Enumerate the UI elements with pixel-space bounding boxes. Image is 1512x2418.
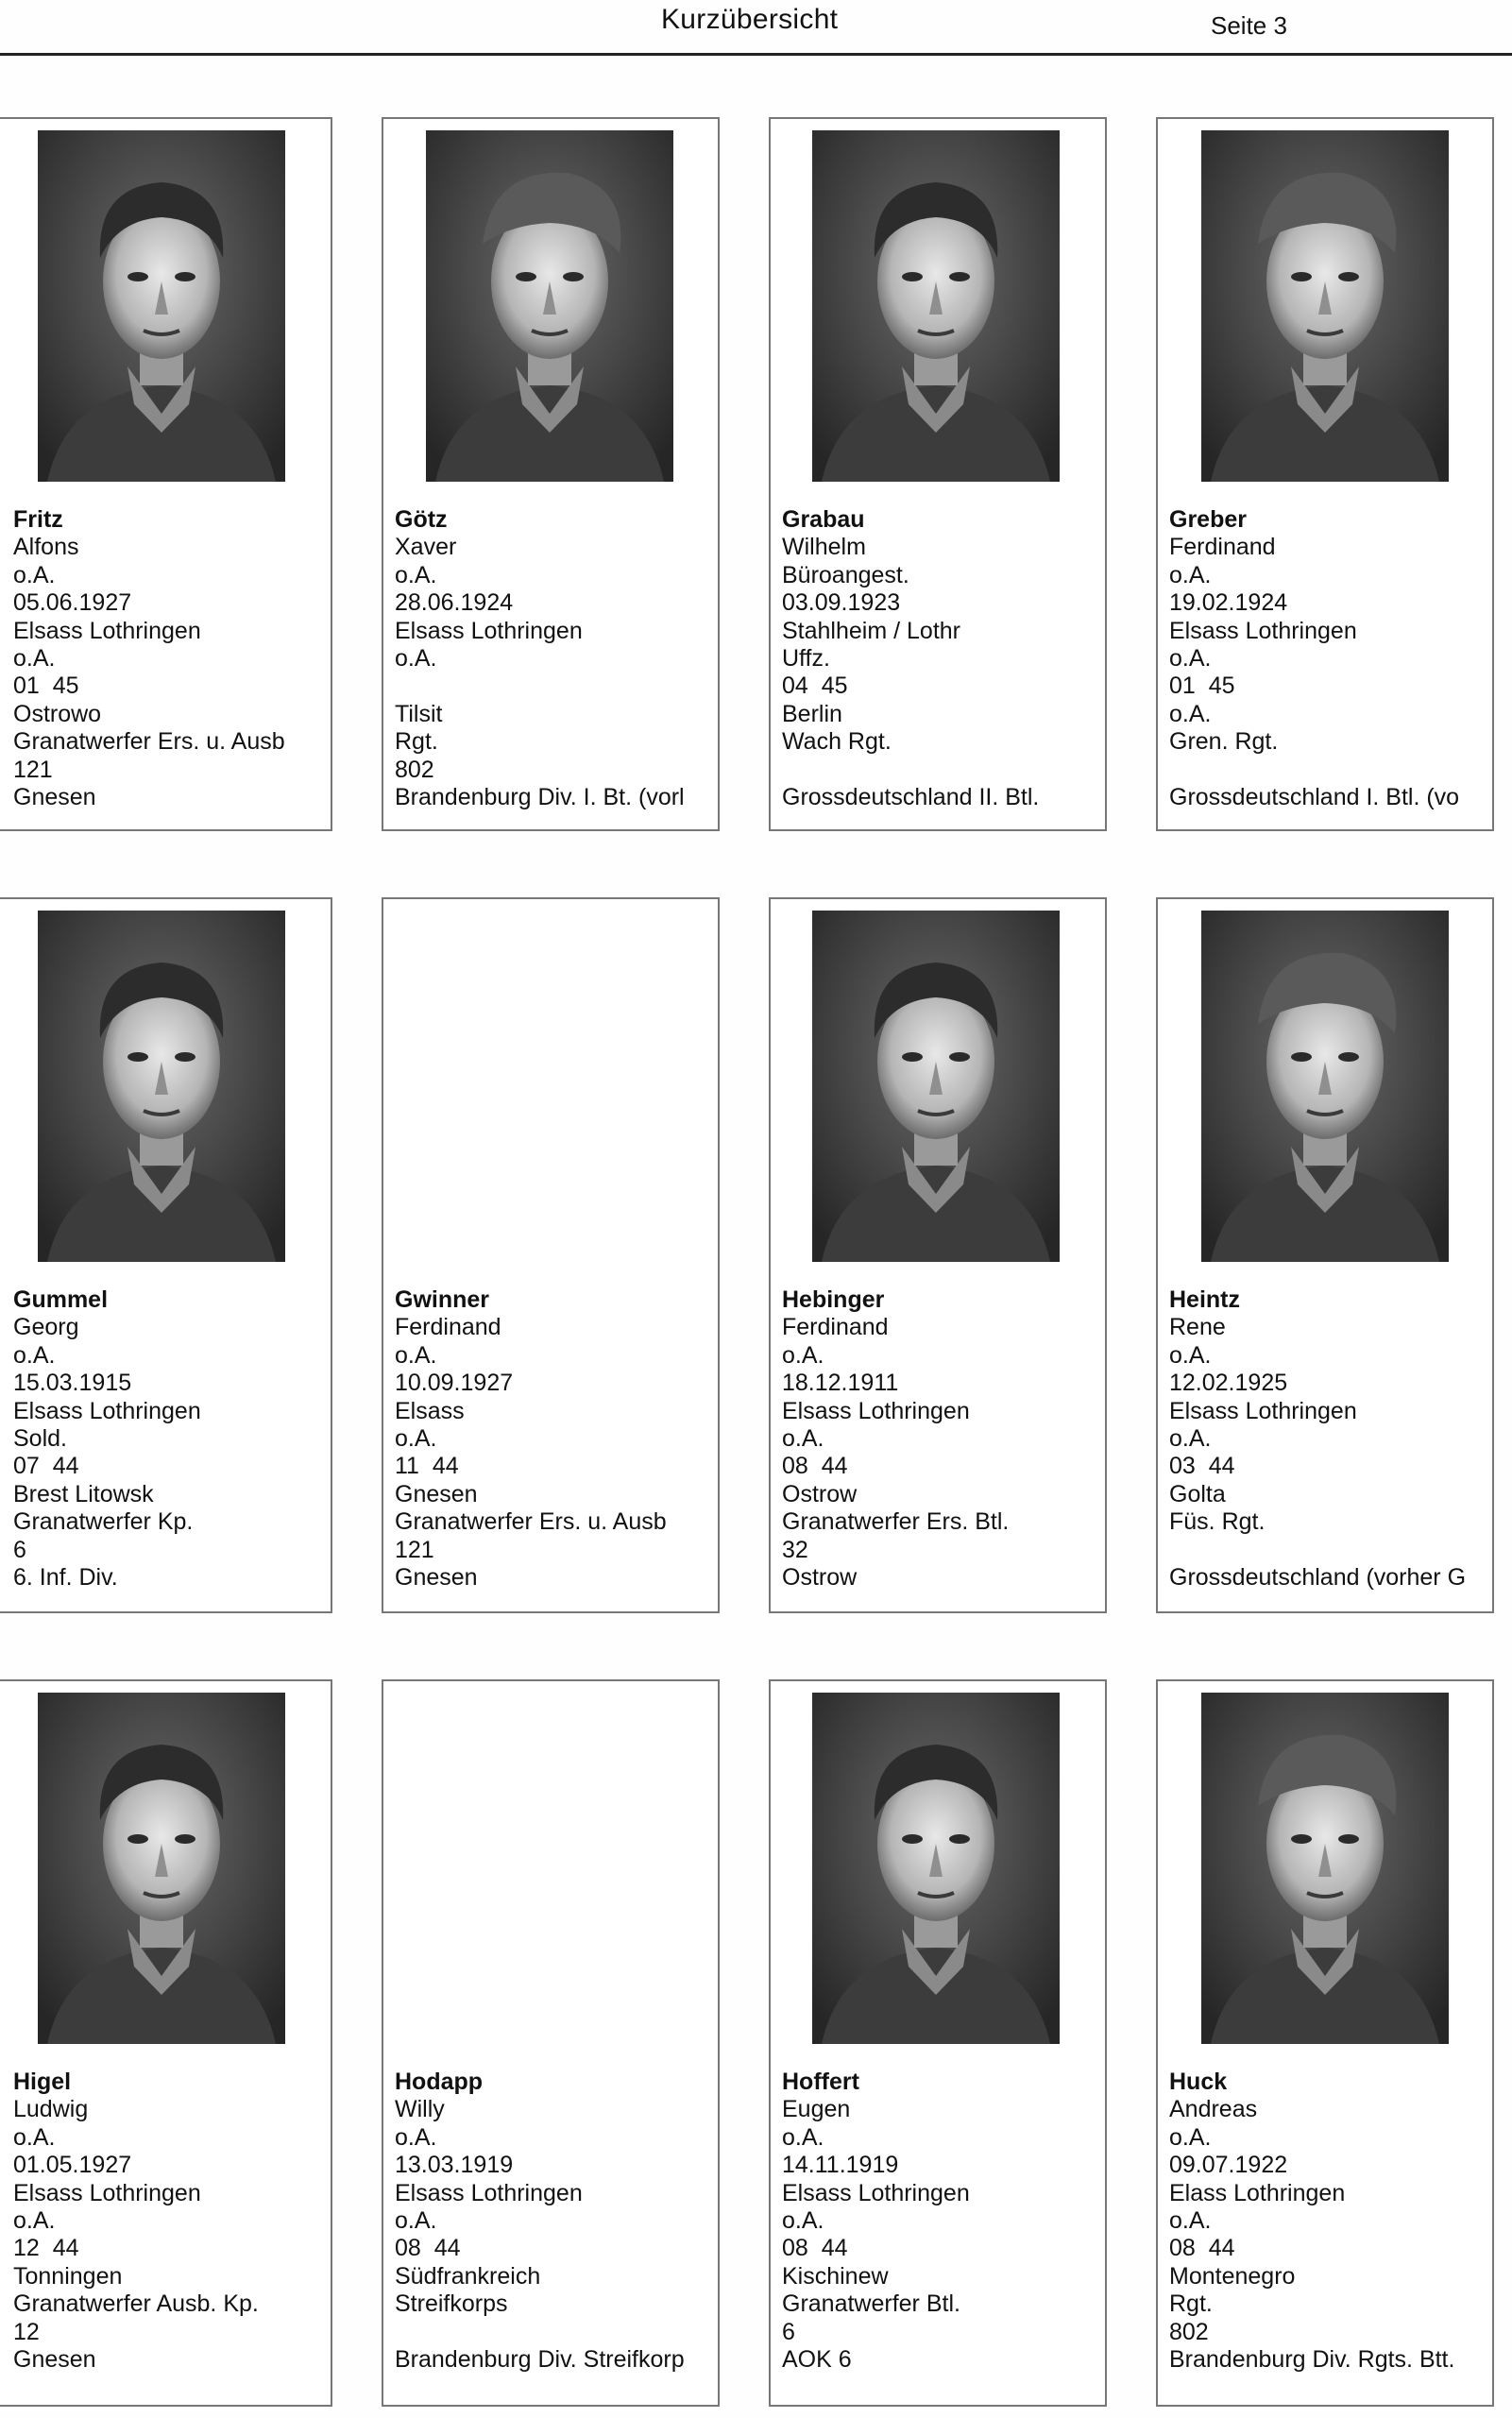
detail-line: Georg: [13, 1314, 79, 1341]
detail-line: Grossdeutschland (vorher G: [1169, 1563, 1467, 1591]
detail-line: 05.06.1927: [13, 589, 132, 617]
surname: Greber: [1169, 506, 1247, 533]
detail-line: Sold.: [13, 1424, 67, 1452]
detail-line: o.A.: [395, 2123, 437, 2151]
portrait-photo: [426, 130, 673, 482]
detail-line: Elsass Lothringen: [13, 1397, 201, 1424]
portrait-photo: [812, 1693, 1060, 2044]
portrait-photo: [1201, 130, 1449, 482]
detail-line: Ludwig: [13, 2096, 89, 2123]
detail-line: 121: [13, 756, 53, 783]
detail-line: 08 44: [782, 1453, 848, 1480]
detail-line: Gren. Rgt.: [1169, 728, 1279, 756]
detail-line: o.A.: [13, 644, 56, 672]
detail-line: 12: [13, 2318, 40, 2345]
surname: Gummel: [13, 1286, 109, 1313]
detail-line: 01 45: [13, 673, 79, 700]
detail-line: Elsass Lothringen: [395, 617, 583, 644]
person-details: [395, 1286, 718, 1592]
detail-line: Granatwerfer Ausb. Kp.: [13, 2290, 259, 2318]
detail-line: Granatwerfer Btl.: [782, 2290, 960, 2318]
person-card: [1156, 1679, 1494, 2407]
detail-line: Granatwerfer Ers. Btl.: [782, 1508, 1010, 1536]
detail-line: o.A.: [13, 1341, 56, 1369]
detail-line: 121: [395, 1536, 434, 1563]
person-details: [13, 1286, 331, 1592]
detail-line: Grossdeutschland II. Btl.: [782, 783, 1040, 810]
detail-line: 28.06.1924: [395, 589, 514, 617]
detail-line: o.A.: [13, 2206, 56, 2234]
detail-line: o.A.: [1169, 561, 1212, 588]
detail-line: 11 44: [395, 1453, 459, 1480]
detail-line: 08 44: [395, 2235, 461, 2262]
detail-line: 18.12.1911: [782, 1370, 899, 1397]
person-details: [1169, 1286, 1492, 1592]
detail-line: Elass Lothringen: [1169, 2179, 1346, 2206]
detail-line: Elsass Lothringen: [13, 2179, 201, 2206]
portrait-photo: [38, 1693, 285, 2044]
detail-line: Willy: [395, 2096, 445, 2123]
detail-line: [782, 757, 1105, 784]
detail-line: [395, 2319, 718, 2346]
detail-line: o.A.: [1169, 2206, 1212, 2234]
person-card: [1156, 117, 1494, 831]
detail-line: Rgt.: [1169, 2290, 1213, 2318]
surname: Higel: [13, 2069, 72, 2095]
detail-line: [1169, 757, 1492, 784]
surname: Hoffert: [782, 2069, 859, 2095]
page-number: Seite 3: [1211, 11, 1287, 40]
detail-line: Granatwerfer Kp.: [13, 1508, 194, 1536]
detail-line: Streifkorps: [395, 2290, 508, 2318]
person-card: [769, 897, 1107, 1613]
detail-line: Wach Rgt.: [782, 728, 892, 756]
portrait-photo: [38, 911, 285, 1262]
surname: Fritz: [13, 506, 63, 533]
surname: Gwinner: [395, 1286, 490, 1313]
person-card: [0, 117, 332, 831]
detail-line: Südfrankreich: [395, 2262, 541, 2290]
detail-line: o.A.: [1169, 2123, 1212, 2151]
detail-line: Uffz.: [782, 644, 830, 672]
surname: Huck: [1169, 2069, 1228, 2095]
detail-line: o.A.: [1169, 644, 1212, 672]
detail-line: Ferdinand: [395, 1314, 501, 1341]
detail-line: 802: [1169, 2318, 1209, 2345]
detail-line: Brandenburg Div. I. Bt. (vorl: [395, 783, 685, 810]
detail-line: Berlin: [782, 700, 842, 727]
surname: Hebinger: [782, 1286, 885, 1313]
detail-line: Alfons: [13, 534, 79, 561]
person-card: [382, 117, 720, 831]
person-card: [0, 1679, 332, 2407]
detail-line: Ferdinand: [782, 1314, 889, 1341]
detail-line: 19.02.1924: [1169, 589, 1288, 617]
detail-line: Ferdinand: [1169, 534, 1276, 561]
detail-line: Elsass Lothringen: [782, 1397, 970, 1424]
detail-line: Granatwerfer Ers. u. Ausb: [13, 728, 285, 756]
detail-line: o.A.: [395, 561, 437, 588]
detail-line: Brest Litowsk: [13, 1480, 154, 1507]
detail-line: o.A.: [782, 1341, 824, 1369]
detail-line: Brandenburg Div. Rgts. Btt.: [1169, 2345, 1455, 2373]
detail-line: 15.03.1915: [13, 1370, 132, 1397]
detail-line: o.A.: [13, 561, 56, 588]
detail-line: 14.11.1919: [782, 2152, 899, 2179]
detail-line: o.A.: [395, 1341, 437, 1369]
detail-line: 6: [13, 1536, 26, 1563]
detail-line: Tonningen: [13, 2262, 123, 2290]
detail-line: Granatwerfer Ers. u. Ausb: [395, 1508, 667, 1536]
person-card: [1156, 897, 1494, 1613]
detail-line: Ostrowo: [13, 700, 102, 727]
surname: Heintz: [1169, 1286, 1240, 1313]
detail-line: Gnesen: [395, 1480, 478, 1507]
detail-line: Andreas: [1169, 2096, 1258, 2123]
detail-line: o.A.: [1169, 1424, 1212, 1452]
page-title: Kurzübersicht: [661, 4, 839, 35]
detail-line: Gnesen: [13, 2345, 96, 2373]
detail-line: 03.09.1923: [782, 589, 901, 617]
person-details: [13, 2069, 331, 2374]
detail-line: Brandenburg Div. Streifkorp: [395, 2345, 685, 2373]
detail-line: Gnesen: [395, 1563, 478, 1591]
detail-line: Wilhelm: [782, 534, 866, 561]
person-card: [382, 897, 720, 1613]
detail-line: 32: [782, 1536, 808, 1563]
person-details: [13, 506, 331, 811]
person-card: [0, 897, 332, 1613]
detail-line: Büroangest.: [782, 561, 909, 588]
detail-line: o.A.: [782, 2123, 824, 2151]
person-details: [1169, 2069, 1492, 2374]
detail-line: 10.09.1927: [395, 1370, 514, 1397]
detail-line: Elsass Lothringen: [395, 2179, 583, 2206]
detail-line: o.A.: [1169, 1341, 1212, 1369]
detail-line: 07 44: [13, 1453, 79, 1480]
detail-line: 08 44: [1169, 2235, 1235, 2262]
detail-line: Elsass Lothringen: [1169, 1397, 1357, 1424]
portrait-photo: [1201, 911, 1449, 1262]
detail-line: Rgt.: [395, 728, 438, 756]
portrait-photo: [812, 911, 1060, 1262]
detail-line: Stahlheim / Lothr: [782, 617, 960, 644]
portrait-photo: [812, 130, 1060, 482]
detail-line: o.A.: [395, 2206, 437, 2234]
detail-line: Ostrow: [782, 1563, 858, 1591]
detail-line: Elsass Lothringen: [782, 2179, 970, 2206]
person-card: [769, 117, 1107, 831]
detail-line: 08 44: [782, 2235, 848, 2262]
detail-line: 01.05.1927: [13, 2152, 132, 2179]
detail-line: o.A.: [782, 1424, 824, 1452]
detail-line: 09.07.1922: [1169, 2152, 1288, 2179]
detail-line: 04 45: [782, 673, 848, 700]
detail-line: Grossdeutschland I. Btl. (vo: [1169, 783, 1460, 810]
person-details: [1169, 506, 1492, 811]
person-card: [769, 1679, 1107, 2407]
detail-line: 6. Inf. Div.: [13, 1563, 118, 1591]
detail-line: 03 44: [1169, 1453, 1235, 1480]
detail-line: AOK 6: [782, 2345, 852, 2373]
person-details: [782, 2069, 1105, 2374]
detail-line: Eugen: [782, 2096, 851, 2123]
detail-line: [1169, 1537, 1492, 1564]
detail-line: o.A.: [395, 1424, 437, 1452]
detail-line: Tilsit: [395, 700, 443, 727]
detail-line: 12 44: [13, 2235, 79, 2262]
detail-line: Elsass Lothringen: [1169, 617, 1357, 644]
detail-line: Kischinew: [782, 2262, 889, 2290]
detail-line: Xaver: [395, 534, 457, 561]
surname: Hodapp: [395, 2069, 484, 2095]
person-details: [395, 2069, 718, 2374]
detail-line: o.A.: [782, 2206, 824, 2234]
detail-line: o.A.: [13, 2123, 56, 2151]
surname: Götz: [395, 506, 448, 533]
portrait-photo: [38, 130, 285, 482]
detail-line: 802: [395, 756, 434, 783]
detail-line: 01 45: [1169, 673, 1235, 700]
detail-line: Füs. Rgt.: [1169, 1508, 1266, 1536]
detail-line: Golta: [1169, 1480, 1226, 1507]
detail-line: Elsass Lothringen: [13, 617, 201, 644]
detail-line: o.A.: [395, 644, 437, 672]
detail-line: Montenegro: [1169, 2262, 1296, 2290]
detail-line: Ostrow: [782, 1480, 858, 1507]
person-details: [782, 506, 1105, 811]
portrait-photo: [1201, 1693, 1449, 2044]
person-details: [782, 1286, 1105, 1592]
detail-line: 12.02.1925: [1169, 1370, 1288, 1397]
detail-line: Gnesen: [13, 783, 96, 810]
detail-line: 13.03.1919: [395, 2152, 514, 2179]
detail-line: Elsass: [395, 1397, 465, 1424]
detail-line: o.A.: [1169, 700, 1212, 727]
detail-line: Rene: [1169, 1314, 1226, 1341]
surname: Grabau: [782, 506, 865, 533]
person-card: [382, 1679, 720, 2407]
person-details: [395, 506, 718, 811]
detail-line: 6: [782, 2318, 795, 2345]
detail-line: [395, 673, 718, 700]
